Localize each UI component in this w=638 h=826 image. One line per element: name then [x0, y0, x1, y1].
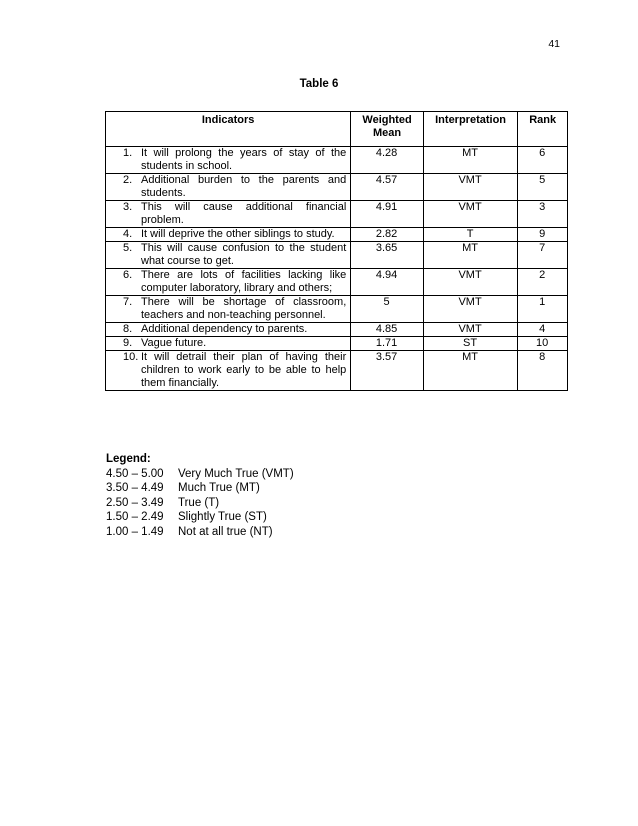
weighted-mean-cell: 4.91 [351, 201, 424, 228]
indicator-number: 4. [123, 228, 133, 240]
legend-title: Legend: [106, 453, 151, 465]
interpretation-cell: MT [423, 242, 518, 269]
weighted-mean-cell: 4.94 [351, 269, 424, 296]
table-row [106, 242, 568, 269]
indicator-number: 8. [123, 323, 133, 335]
indicator-text: Additional dependency to parents. [141, 323, 308, 335]
indicator-cell [106, 323, 351, 337]
weighted-mean-cell: 3.65 [351, 242, 424, 269]
legend [106, 452, 294, 539]
table-row [106, 337, 568, 351]
rank-cell: 5 [518, 174, 568, 201]
indicator-cell [106, 269, 351, 296]
table-row [106, 174, 568, 201]
legend-item [106, 525, 294, 540]
indicator-text: It will deprive the other siblings to study. [141, 228, 335, 240]
interpretation-cell: VMT [423, 174, 518, 201]
table-row [106, 351, 568, 391]
legend-item [106, 481, 294, 496]
weighted-mean-cell: 4.28 [351, 147, 424, 174]
rank-cell: 2 [518, 269, 568, 296]
interpretation-cell: T [423, 228, 518, 242]
legend-range: 1.50 – 2.49 [106, 511, 164, 523]
rank-cell: 10 [518, 337, 568, 351]
header-indicators: Indicators [106, 112, 351, 147]
legend-range: 2.50 – 3.49 [106, 496, 164, 509]
weighted-mean-cell: 1.71 [351, 337, 424, 351]
indicator-number: 10. [123, 351, 139, 363]
table-header-row [106, 112, 568, 147]
indicator-number: 7. [123, 296, 133, 308]
legend-label: Slightly True (ST) [178, 511, 267, 523]
indicator-number: 2. [123, 174, 133, 186]
indicator-text: Additional burden to the parents and students. [141, 174, 347, 199]
table-row [106, 323, 568, 337]
indicator-text: This will cause confusion to the student what course to get. [141, 242, 347, 267]
indicator-number: 3. [123, 201, 133, 213]
legend-label: Very Much True (VMT) [178, 467, 294, 480]
legend-label: True (T) [178, 496, 220, 509]
indicator-cell [106, 201, 351, 228]
table-row [106, 269, 568, 296]
page-number: 41 [548, 38, 560, 50]
indicator-number: 5. [123, 242, 133, 254]
results-table [105, 111, 568, 391]
table-row [106, 201, 568, 228]
weighted-mean-cell: 3.57 [351, 351, 424, 391]
legend-item [106, 467, 294, 482]
rank-cell: 1 [518, 296, 568, 323]
weighted-mean-cell: 4.57 [351, 174, 424, 201]
legend-item [106, 496, 294, 511]
interpretation-cell: VMT [423, 201, 518, 228]
legend-range: 3.50 – 4.49 [106, 482, 164, 494]
indicator-cell [106, 242, 351, 269]
table-body [106, 147, 568, 391]
header-rank: Rank [518, 112, 568, 147]
indicator-text: This will cause additional financial problem. [141, 201, 347, 226]
interpretation-cell: MT [423, 351, 518, 391]
legend-label: Not at all true (NT) [178, 525, 273, 538]
rank-cell: 3 [518, 201, 568, 228]
indicator-text: There are lots of facilities lacking like computer laboratory, library and others; [141, 269, 347, 294]
legend-range: 1.00 – 1.49 [106, 525, 164, 538]
indicator-cell [106, 228, 351, 242]
indicator-text: It will prolong the years of stay of the students in school. [141, 147, 347, 172]
indicator-text: It will detrail their plan of having their children to work early to be able to help them financially. [141, 351, 347, 389]
rank-cell: 7 [518, 242, 568, 269]
table-row [106, 296, 568, 323]
table-row [106, 228, 568, 242]
legend-range: 4.50 – 5.00 [106, 467, 164, 480]
rank-cell: 4 [518, 323, 568, 337]
indicator-cell [106, 351, 351, 391]
indicator-cell [106, 296, 351, 323]
interpretation-cell: VMT [423, 296, 518, 323]
legend-label: Much True (MT) [178, 482, 260, 494]
header-weighted-mean: Weighted Mean [351, 112, 424, 147]
interpretation-cell: ST [423, 337, 518, 351]
legend-items [106, 467, 294, 540]
header-interpretation: Interpretation [423, 112, 518, 147]
indicator-cell [106, 337, 351, 351]
table-caption: Table 6 [299, 78, 339, 90]
weighted-mean-cell: 2.82 [351, 228, 424, 242]
indicator-number: 9. [123, 337, 133, 349]
table-row [106, 147, 568, 174]
indicator-cell [106, 147, 351, 174]
legend-item [106, 510, 294, 525]
interpretation-cell: MT [423, 147, 518, 174]
weighted-mean-cell: 5 [351, 296, 424, 323]
weighted-mean-cell: 4.85 [351, 323, 424, 337]
rank-cell: 6 [518, 147, 568, 174]
interpretation-cell: VMT [423, 323, 518, 337]
rank-cell: 8 [518, 351, 568, 391]
indicator-cell [106, 174, 351, 201]
rank-cell: 9 [518, 228, 568, 242]
indicator-number: 1. [123, 147, 133, 159]
indicator-text: There will be shortage of classroom, teachers and non-teaching personnel. [141, 296, 347, 321]
indicator-text: Vague future. [141, 337, 207, 349]
indicator-number: 6. [123, 269, 133, 281]
interpretation-cell: VMT [423, 269, 518, 296]
